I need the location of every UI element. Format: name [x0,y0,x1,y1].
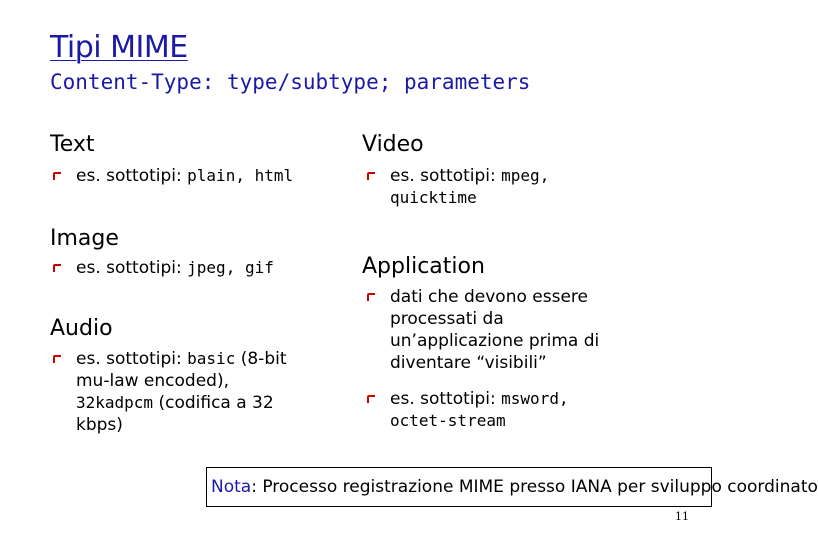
app-msword: msword, [501,389,569,408]
bullet-icon [366,171,376,181]
audio-line-1 [76,348,346,370]
video-mpeg: mpeg, [501,166,550,185]
bullet-icon [52,263,62,273]
bullet-icon [366,292,376,302]
text-subtypes-prefix: es. sottotipi: [76,166,188,186]
page-number: 11 [675,510,689,523]
audio-subtypes [76,348,346,436]
app-sub-prefix: es. sottotipi: [390,389,502,409]
application-desc [390,286,710,374]
slide-subtitle: Content-Type: type/subtype; parameters [50,70,531,94]
text-subtypes-values: plain, html [187,166,294,185]
heading-video: Video [362,132,424,157]
audio-prefix: es. sottotipi: [76,349,188,369]
text-subtypes [76,165,293,187]
app-octet-stream: octet-stream [390,411,506,430]
slide-title: Tipi MIME [50,30,188,65]
note-box [206,467,818,507]
app-line-2: processati da [390,309,504,329]
heading-audio: Audio [50,316,113,341]
application-subtypes [390,388,710,432]
app-sub-line-1 [390,388,710,410]
heading-image: Image [50,226,119,251]
audio-line-3 [76,392,346,414]
video-prefix: es. sottotipi: [390,166,502,186]
bullet-icon [52,354,62,364]
video-line-1 [390,165,549,187]
note-text: : Processo registrazione MIME presso IANA per sviluppo coordinato [251,477,818,497]
audio-line-2: mu-law encoded), [76,371,229,391]
audio-codifica: (codifica a 32 [153,393,274,413]
audio-line-4: kbps) [76,415,123,435]
app-line-4: diventare “visibili” [390,353,547,373]
app-line-3: un’applicazione prima di [390,331,600,351]
image-subtypes-values: jpeg, gif [187,258,274,277]
audio-32kadpcm: 32kadpcm [76,393,154,412]
audio-8bit: (8-bit [235,349,287,369]
bullet-icon [366,394,376,404]
heading-text: Text [50,132,95,157]
video-quicktime: quicktime [390,188,477,207]
image-subtypes [76,257,274,279]
note-label: Nota [211,477,252,497]
bullet-icon [52,171,62,181]
heading-application: Application [362,254,485,279]
video-subtypes [390,165,549,209]
audio-basic: basic [187,349,236,368]
image-subtypes-prefix: es. sottotipi: [76,258,188,278]
app-line-1: dati che devono essere [390,287,588,307]
